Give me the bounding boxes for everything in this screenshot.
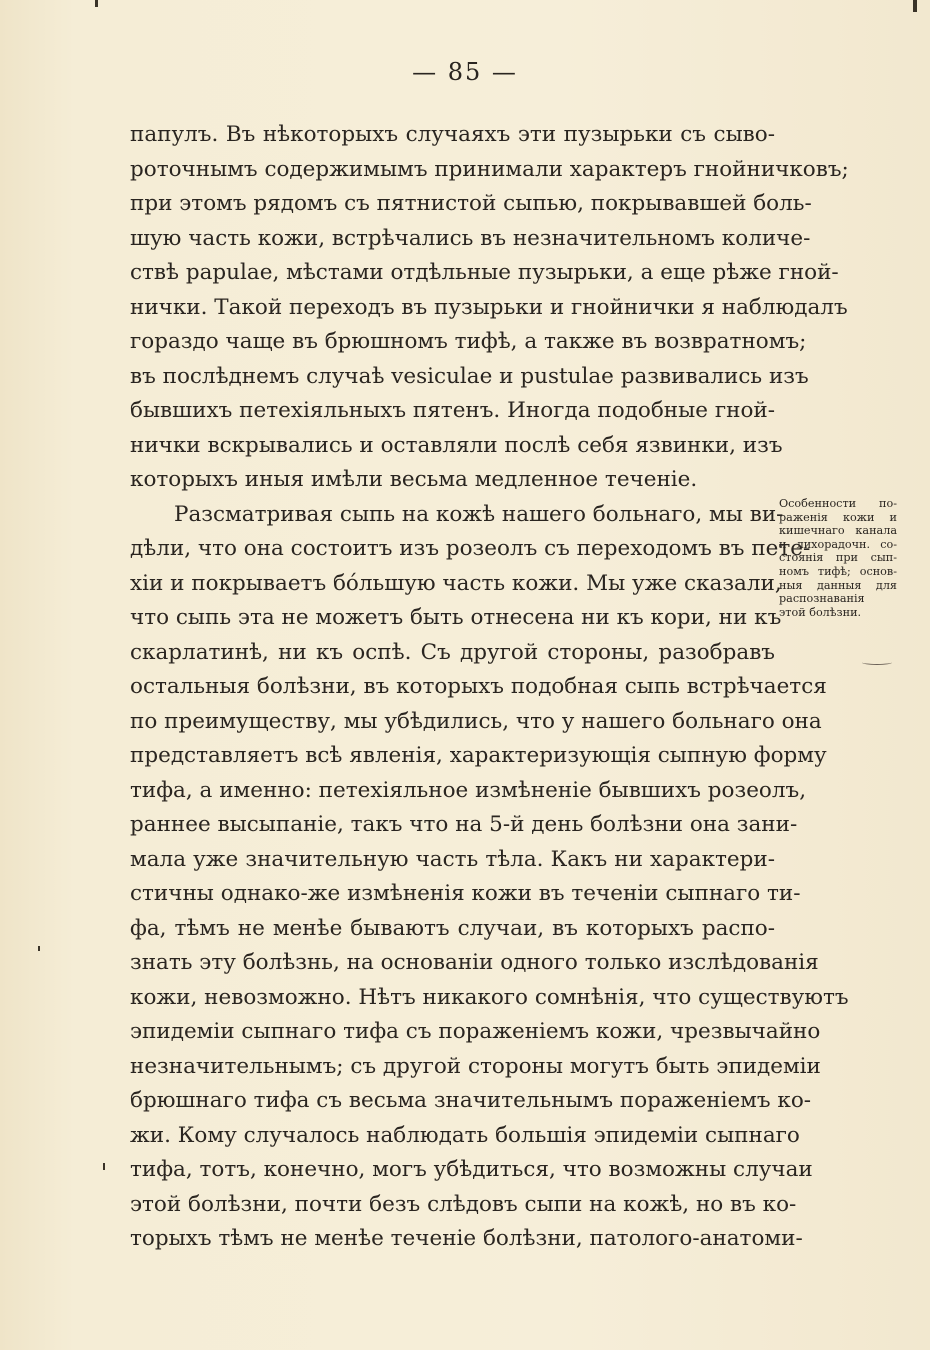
text-line: Разсматривая сыпь на кожѣ нашего больнаго, мы ви-: [174, 501, 784, 527]
text-line: жи. Кому случалось наблюдать большія эпидеміи сыпнаго: [130, 1122, 800, 1148]
margin-note-line: кишечнаго канала: [779, 524, 897, 538]
text-line: брюшнаго тифа съ весьма значительнымъ пораженіемъ ко-: [130, 1088, 812, 1113]
margin-flourish: [862, 660, 892, 665]
text-line: незначительнымъ; съ другой стороны могутъ быть эпидеміи: [130, 1053, 821, 1079]
margin-note-line: стоянія при сып-: [779, 551, 897, 565]
text-line: папулъ. Въ нѣкоторыхъ случаяхъ эти пузырьки съ сыво-: [130, 122, 775, 147]
text-line: которыхъ иныя имѣли весьма медленное теченіе.: [130, 467, 698, 492]
margin-note-line: распознаванія: [779, 592, 865, 606]
margin-note-line: и лихорадочн. со-: [779, 537, 897, 551]
text-line: тифа, а именно: петехіяльное измѣненіе бывшихъ розеолъ,: [130, 777, 807, 803]
text-line: нички. Такой переходъ въ пузырьки и гнойнички я наблюдалъ: [130, 294, 848, 320]
text-line: въ послѣднемъ случаѣ vesiculae и pustulae развивались изъ: [130, 363, 809, 389]
margin-note-line: раженія кожи и: [779, 510, 897, 524]
margin-note-line: этой болѣзни.: [779, 605, 862, 619]
ink-speck: [103, 1163, 105, 1170]
text-line: торыхъ тѣмъ не менѣе теченіе болѣзни, патолого-анатоми-: [130, 1226, 803, 1251]
ink-speck: [95, 0, 98, 7]
ink-speck: [38, 946, 40, 951]
text-line: стичны однако-же измѣненія кожи въ теченіи сыпнаго ти-: [130, 881, 801, 906]
text-line: остальныя болѣзни, въ которыхъ подобная сыпь встрѣчается: [130, 674, 827, 699]
margin-note-line: ныя данныя для: [779, 578, 897, 592]
text-line: шую часть кожи, встрѣчались въ незначительномъ количе-: [130, 225, 811, 251]
text-line: тифа, тотъ, конечно, могъ убѣдиться, что возможны случаи: [130, 1157, 813, 1182]
margin-note-line: номъ тифѣ; основ-: [779, 564, 897, 578]
ink-speck: [913, 0, 917, 12]
page-number: — 85 —: [412, 58, 518, 86]
text-line: по преимуществу, мы убѣдились, что у нашего больнаго она: [130, 708, 822, 734]
text-line: гораздо чаще въ брюшномъ тифѣ, а также въ возвратномъ;: [130, 329, 807, 354]
text-line: кожи, невозможно. Нѣтъ никакого сомнѣнія, что существуютъ: [130, 984, 849, 1010]
text-line: при этомъ рядомъ съ пятнистой сыпью, покрывавшей боль-: [130, 191, 812, 216]
text-line: что сыпь эта не можетъ быть отнесена ни къ кори, ни къ: [130, 605, 782, 630]
text-line: знать эту болѣзнь, на основаніи одного только изслѣдованія: [130, 950, 819, 975]
text-line: скарлатинѣ, ни къ оспѣ. Съ другой стороны, разобравъ: [130, 639, 775, 665]
text-line: раннее высыпаніе, такъ что на 5-й день болѣзни она зани-: [130, 812, 798, 837]
text-line: фа, тѣмъ не менѣе бываютъ случаи, въ которыхъ распо-: [130, 915, 775, 941]
text-line: эпидеміи сыпнаго тифа съ пораженіемъ кожи, чрезвычайно: [130, 1019, 821, 1044]
text-line: представляетъ всѣ явленія, характеризующія сыпную форму: [130, 743, 827, 768]
text-line: этой болѣзни, почти безъ слѣдовъ сыпи на кожѣ, но въ ко-: [130, 1191, 797, 1217]
margin-note: [779, 497, 897, 619]
text-line: хіи и покрываетъ бóльшую часть кожи. Мы уже сказали,: [130, 570, 782, 596]
text-line: мала уже значительную часть тѣла. Какъ ни характери-: [130, 846, 775, 872]
text-line: дѣли, что она состоитъ изъ розеолъ съ переходомъ въ пете-: [130, 536, 811, 561]
text-line: бывшихъ петехіяльныхъ пятенъ. Иногда подобные гной-: [130, 398, 775, 423]
text-line: нички вскрывались и оставляли послѣ себя язвинки, изъ: [130, 432, 783, 458]
margin-note-line: Особенности по-: [779, 497, 897, 510]
text-line: роточнымъ содержимымъ принимали характеръ гнойничковъ;: [130, 156, 849, 182]
text-line: ствѣ papulae, мѣстами отдѣльные пузырьки, а еще рѣже гной-: [130, 260, 839, 285]
